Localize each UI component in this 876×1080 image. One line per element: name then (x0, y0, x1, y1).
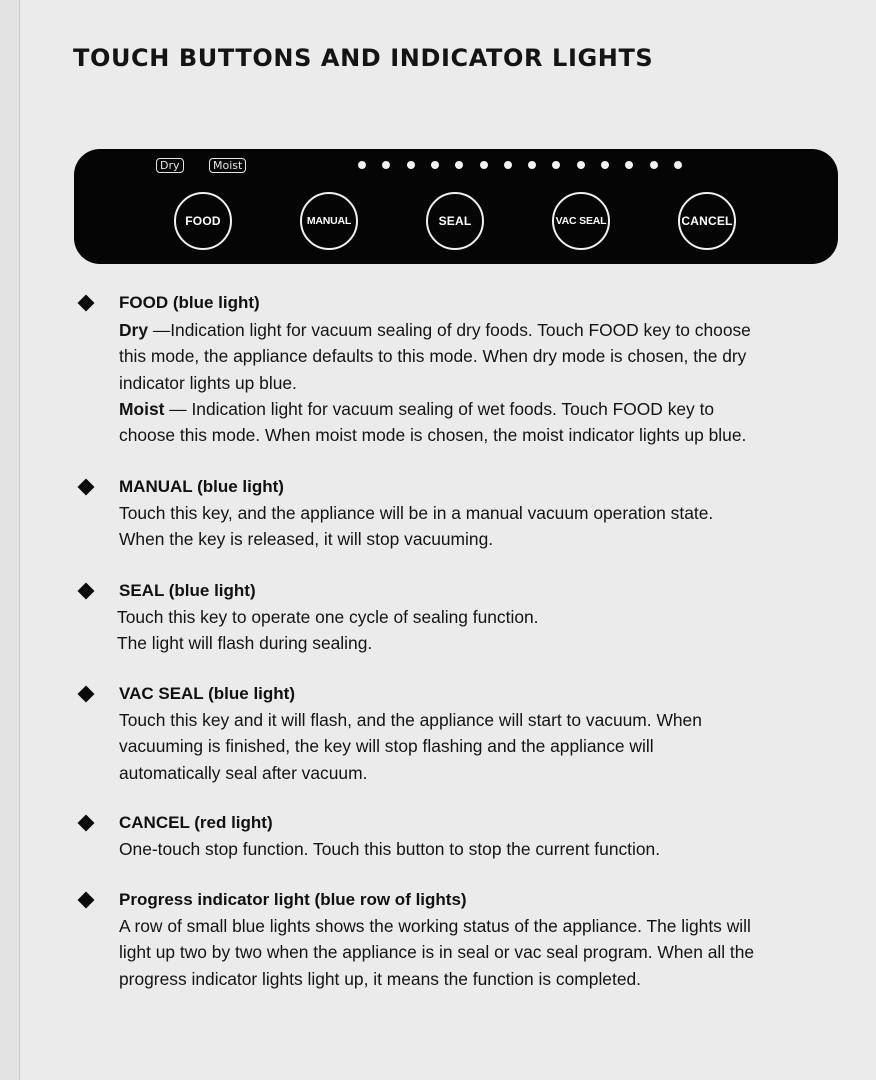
seal-text: The light will flash during sealing. (117, 633, 373, 654)
progress-light-dot (431, 161, 439, 169)
manual-heading: MANUAL (blue light) (119, 477, 284, 496)
seal-button[interactable]: SEAL (426, 192, 484, 250)
progress-light-dot (358, 161, 366, 169)
cancel-button[interactable]: CANCEL (678, 192, 736, 250)
moist-text: choose this mode. When moist mode is chosen, the moist indicator lights up blue. (119, 425, 747, 446)
vac-seal-button[interactable]: VAC SEAL (552, 192, 610, 250)
page-title: TOUCH BUTTONS AND INDICATOR LIGHTS (73, 44, 654, 72)
dry-indicator: Dry (156, 158, 184, 173)
seal-heading: SEAL (blue light) (119, 581, 256, 600)
food-button[interactable]: FOOD (174, 192, 232, 250)
moist-text: — Indication light for vacuum sealing of wet foods. Touch FOOD key to (164, 398, 715, 419)
seal-description (117, 604, 837, 657)
vac-seal-heading: VAC SEAL (blue light) (119, 684, 295, 703)
progress-light-dot (674, 161, 682, 169)
progress-light-dot (552, 161, 560, 169)
bullet-icon (78, 686, 95, 703)
progress-text: progress indicator lights light up, it means the function is completed. (119, 968, 641, 989)
progress-light-dot (407, 161, 415, 169)
progress-text: light up two by two when the appliance is in seal or vac seal program. When all the (119, 942, 755, 963)
cancel-description (119, 836, 839, 862)
bullet-icon (78, 583, 95, 600)
dry-text: —Indication light for vacuum sealing of dry foods. Touch FOOD key to choose (148, 320, 751, 340)
progress-light-dot (601, 161, 609, 169)
moist-term: Moist (119, 398, 165, 419)
manual-text: Touch this key, and the appliance will be in a manual vacuum operation state. (119, 503, 714, 523)
dry-term: Dry (119, 320, 148, 340)
progress-light-dot (650, 161, 658, 169)
moist-indicator: Moist (209, 158, 246, 173)
bullet-icon (78, 479, 95, 496)
bullet-icon (78, 815, 95, 832)
control-panel (74, 149, 838, 264)
manual-button[interactable]: MANUAL (300, 192, 358, 250)
seal-text: Touch this key to operate one cycle of sealing function. (117, 607, 539, 627)
vac-seal-text: Touch this key and it will flash, and the appliance will start to vacuum. When (119, 710, 702, 730)
dry-text: this mode, the appliance defaults to this mode. When dry mode is chosen, the dry (119, 346, 747, 367)
progress-light-dot (625, 161, 633, 169)
progress-light-dot (504, 161, 512, 169)
manual-description (119, 500, 839, 553)
bullet-icon (78, 892, 95, 909)
manual-text: When the key is released, it will stop vacuuming. (119, 529, 494, 550)
vac-seal-text: automatically seal after vacuum. (119, 762, 368, 783)
dry-text: indicator lights up blue. (119, 372, 297, 393)
progress-light-dot (455, 161, 463, 169)
cancel-heading: CANCEL (red light) (119, 813, 273, 832)
progress-heading: Progress indicator light (blue row of lights) (119, 890, 467, 909)
progress-light-dot (382, 161, 390, 169)
vac-seal-description (119, 707, 839, 786)
progress-text: A row of small blue lights shows the working status of the appliance. The lights will (119, 916, 751, 936)
vac-seal-text: vacuuming is finished, the key will stop flashing and the appliance will (119, 736, 654, 757)
progress-light-dot (480, 161, 488, 169)
food-heading: FOOD (blue light) (119, 293, 260, 312)
progress-light-dot (577, 161, 585, 169)
page-edge (0, 0, 20, 1080)
bullet-icon (78, 295, 95, 312)
cancel-text: One-touch stop function. Touch this button to stop the current function. (119, 839, 661, 859)
progress-light-dot (528, 161, 536, 169)
progress-description (119, 913, 839, 992)
food-description (119, 317, 839, 448)
